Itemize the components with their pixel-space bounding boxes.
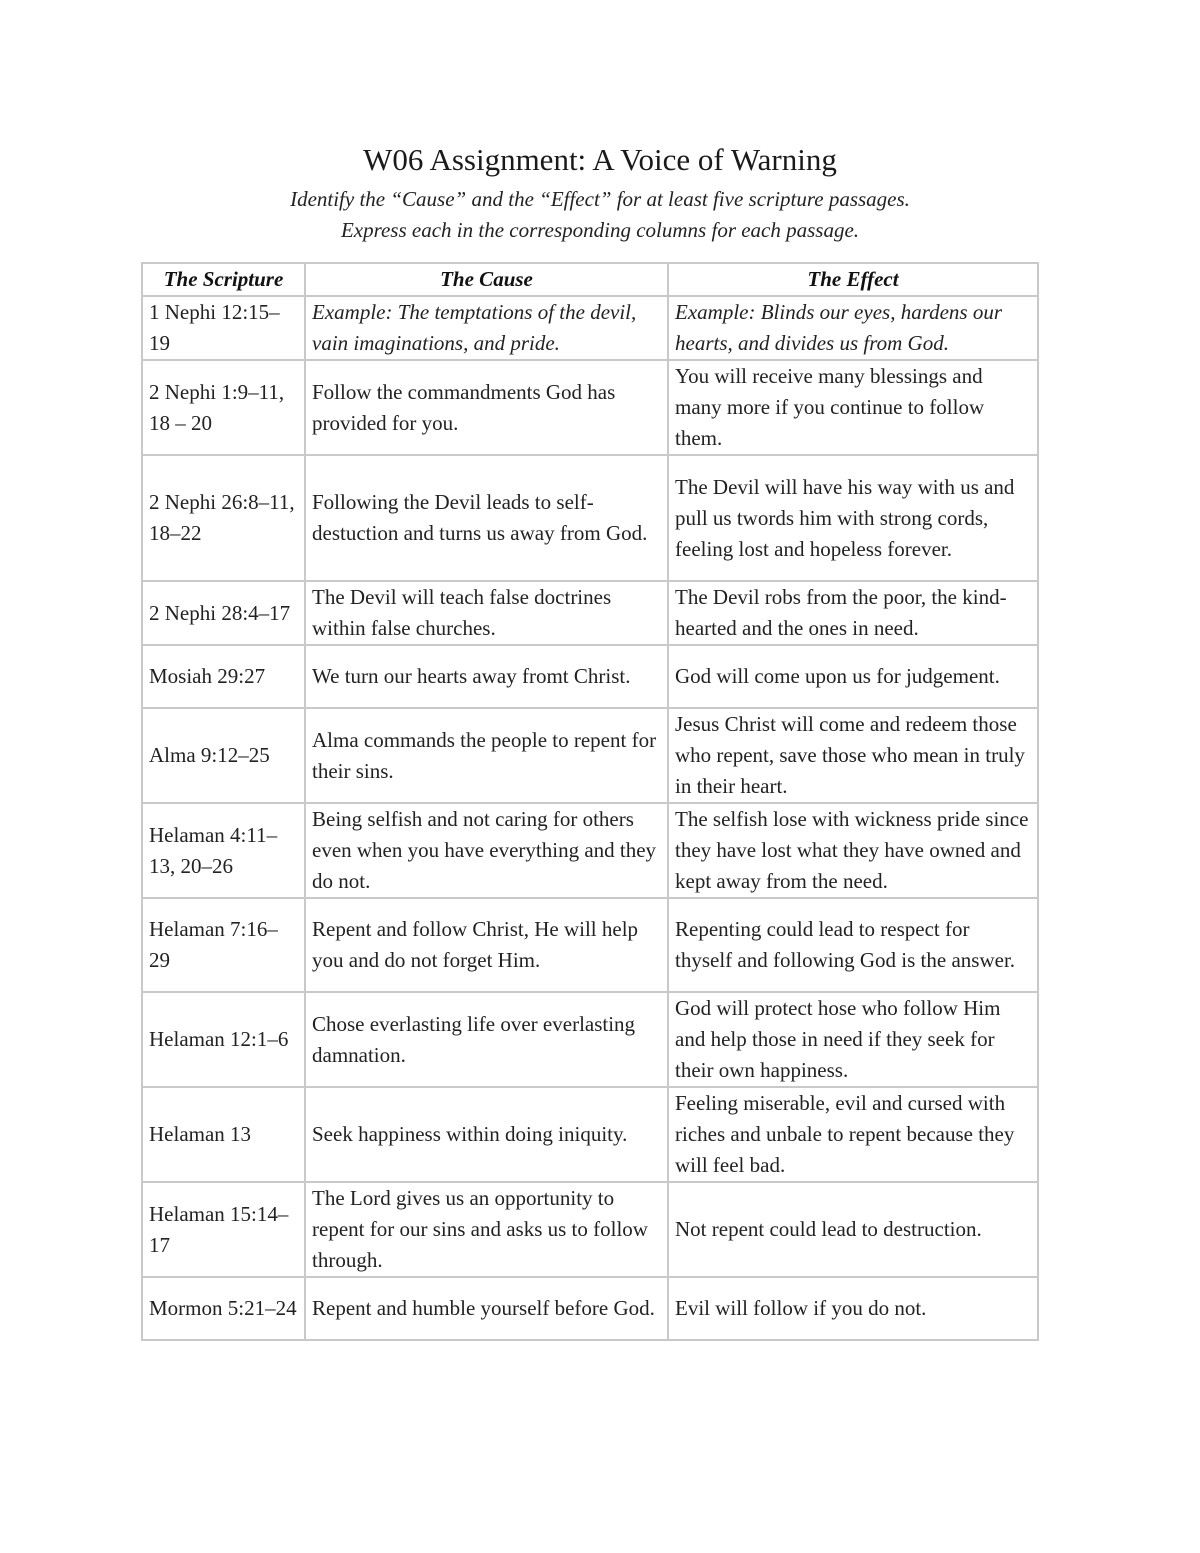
- table-row: [142, 296, 1038, 360]
- effect-cell: Example: Blinds our eyes, hardens our hearts, and divides us from God.: [668, 296, 1038, 360]
- table-row: [142, 581, 1038, 645]
- effect-cell: Feeling miserable, evil and cursed with riches and unbale to repent because they will feel bad.: [668, 1087, 1038, 1182]
- cause-cell: The Devil will teach false doctrines within false churches.: [305, 581, 668, 645]
- scripture-cell: 2 Nephi 26:8–11, 18–22: [142, 455, 305, 581]
- effect-cell: Repenting could lead to respect for thyself and following God is the answer.: [668, 898, 1038, 992]
- scripture-cell: 2 Nephi 28:4–17: [142, 581, 305, 645]
- scripture-cell: 1 Nephi 12:15–19: [142, 296, 305, 360]
- table-row: [142, 992, 1038, 1087]
- scripture-cell: Helaman 7:16–29: [142, 898, 305, 992]
- page-title: W06 Assignment: A Voice of Warning: [363, 142, 837, 177]
- table-row: [142, 360, 1038, 455]
- scripture-cell: Helaman 4:11–13, 20–26: [142, 803, 305, 898]
- header-scripture: The Scripture: [142, 263, 305, 296]
- cause-cell: Following the Devil leads to self-destuction and turns us away from God.: [305, 455, 668, 581]
- cause-cell: The Lord gives us an opportunity to repent for our sins and asks us to follow through.: [305, 1182, 668, 1277]
- instruction-line-1: Identify the “Cause” and the “Effect” for at least five scripture passages.: [290, 187, 910, 211]
- header-effect: The Effect: [668, 263, 1038, 296]
- table-row: [142, 708, 1038, 803]
- table-header-row: [142, 263, 1038, 296]
- table-row: [142, 1277, 1038, 1340]
- effect-cell: Evil will follow if you do not.: [668, 1277, 1038, 1340]
- table-row: [142, 1182, 1038, 1277]
- cause-cell: Alma commands the people to repent for their sins.: [305, 708, 668, 803]
- scripture-cell: Helaman 13: [142, 1087, 305, 1182]
- cause-cell: Example: The temptations of the devil, vain imaginations, and pride.: [305, 296, 668, 360]
- effect-cell: The Devil robs from the poor, the kind-hearted and the ones in need.: [668, 581, 1038, 645]
- effect-cell: The Devil will have his way with us and pull us twords him with strong cords, feeling lost and hopeless forever.: [668, 455, 1038, 581]
- effect-cell: You will receive many blessings and many more if you continue to follow them.: [668, 360, 1038, 455]
- cause-cell: Chose everlasting life over everlasting damnation.: [305, 992, 668, 1087]
- instruction-line-2: Express each in the corresponding columns for each passage.: [340, 218, 860, 242]
- table-row: [142, 645, 1038, 708]
- cause-cell: Follow the commandments God has provided for you.: [305, 360, 668, 455]
- table-row: [142, 803, 1038, 898]
- effect-cell: God will protect hose who follow Him and help those in need if they seek for their own happiness.: [668, 992, 1038, 1087]
- effect-cell: The selfish lose with wickness pride since they have lost what they have owned and kept away from the need.: [668, 803, 1038, 898]
- cause-effect-table: [141, 262, 1039, 1341]
- scripture-cell: Mosiah 29:27: [142, 645, 305, 708]
- effect-cell: Jesus Christ will come and redeem those who repent, save those who mean in truly in their heart.: [668, 708, 1038, 803]
- table-row: [142, 455, 1038, 581]
- cause-cell: We turn our hearts away fromt Christ.: [305, 645, 668, 708]
- header-cause: The Cause: [305, 263, 668, 296]
- scripture-cell: Helaman 15:14–17: [142, 1182, 305, 1277]
- effect-cell: God will come upon us for judgement.: [668, 645, 1038, 708]
- cause-cell: Repent and humble yourself before God.: [305, 1277, 668, 1340]
- table-row: [142, 898, 1038, 992]
- cause-cell: Repent and follow Christ, He will help you and do not forget Him.: [305, 898, 668, 992]
- table-row: [142, 1087, 1038, 1182]
- scripture-cell: Mormon 5:21–24: [142, 1277, 305, 1340]
- effect-cell: Not repent could lead to destruction.: [668, 1182, 1038, 1277]
- scripture-cell: Alma 9:12–25: [142, 708, 305, 803]
- scripture-cell: Helaman 12:1–6: [142, 992, 305, 1087]
- cause-cell: Seek happiness within doing iniquity.: [305, 1087, 668, 1182]
- scripture-cell: 2 Nephi 1:9–11, 18 – 20: [142, 360, 305, 455]
- cause-cell: Being selfish and not caring for others even when you have everything and they do not.: [305, 803, 668, 898]
